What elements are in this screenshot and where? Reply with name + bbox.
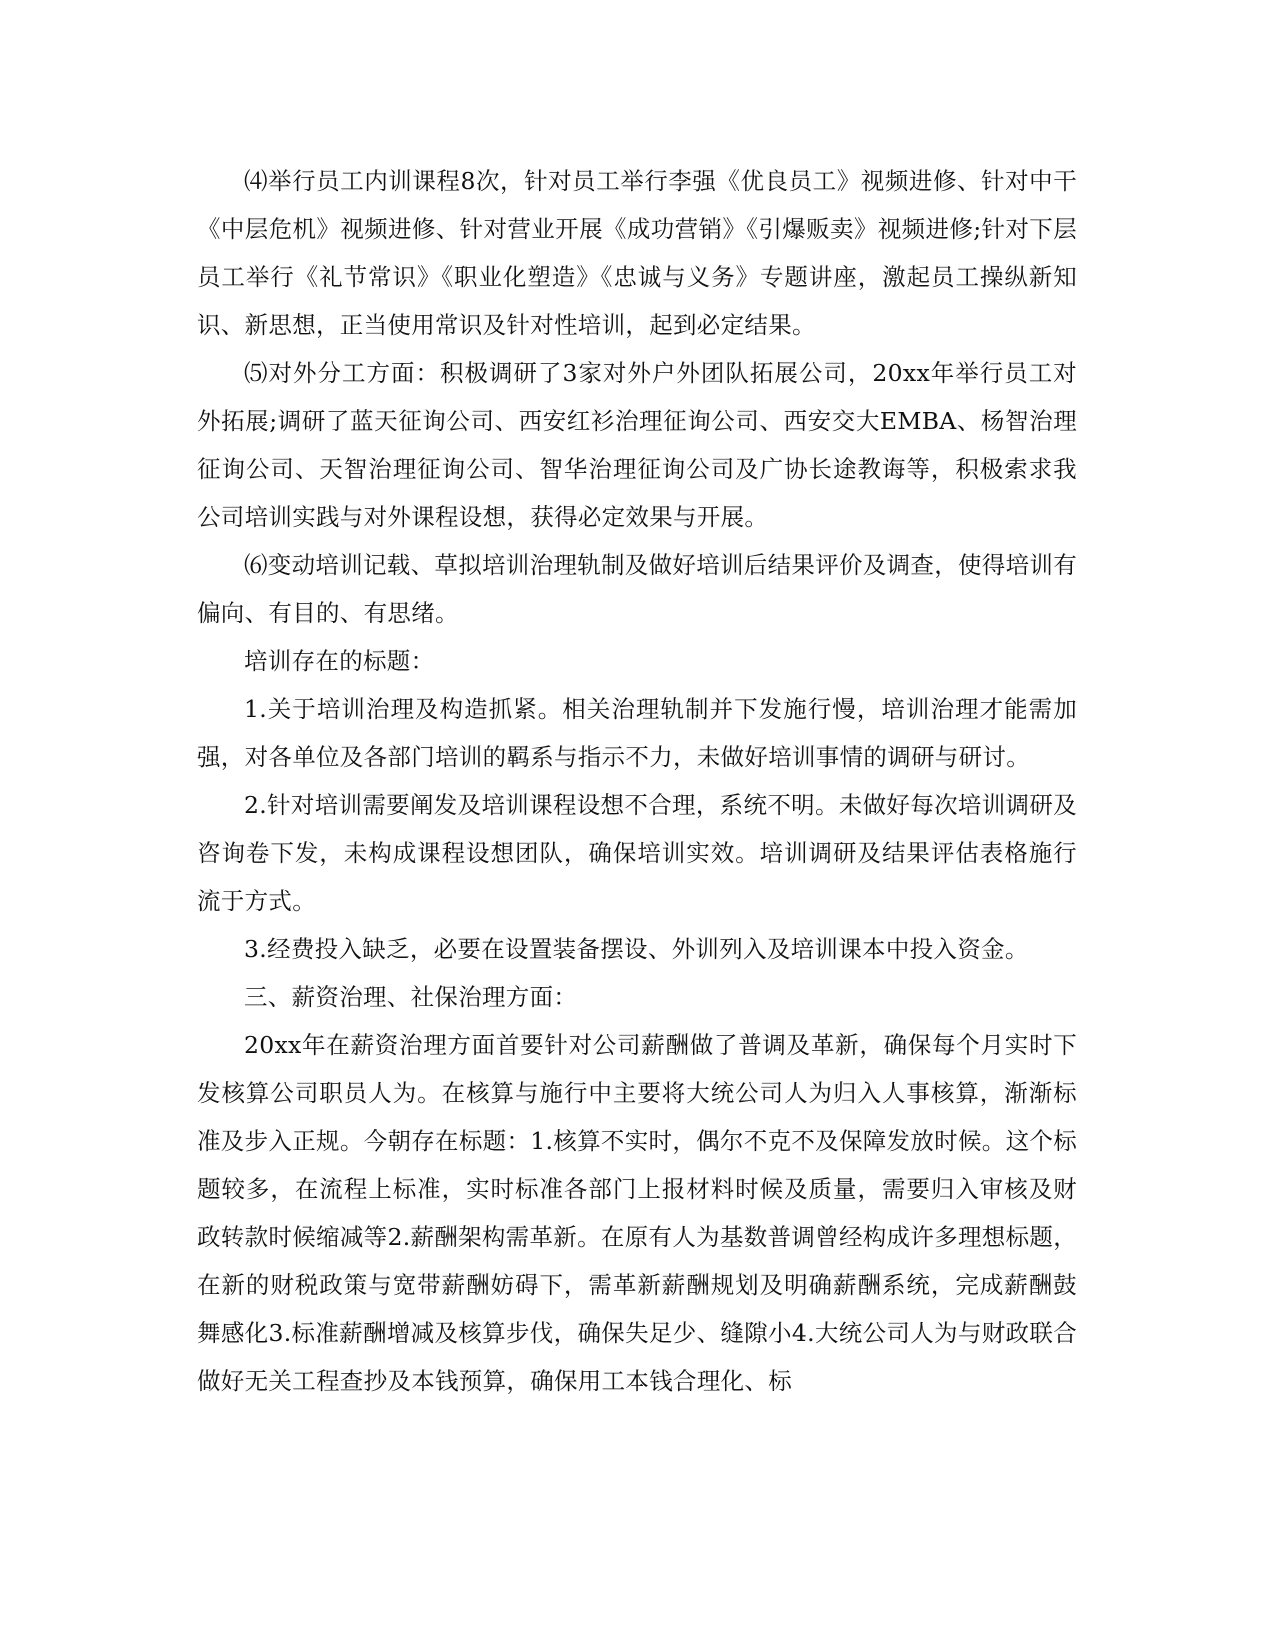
paragraph-salary-management: 20xx年在薪资治理方面首要针对公司薪酬做了普调及革新，确保每个月实时下发核算公司职员人为。在核算与施行中主要将大统公司人为归入人事核算，渐渐标准及步入正规。今朝存在标题：1.核算不实时，偶尔不克不及保障发放时候。这个标题较多，在流程上标准，实时标准各部门上报材料时候及质量，需要归入审核及财政转款时候缩减等2.薪酬架构需革新。在原有人为基数普调曾经构成许多理想标题，在新的财税政策与宽带薪酬妨碍下，需革新薪酬规划及明确薪酬系统，完成薪酬鼓舞感化3.标准薪酬增减及核算步伐，确保失足少、缝隙小4.大统公司人为与财政联合做好无关工程查抄及本钱预算，确保用工本钱合理化、标 — [197, 1031, 1077, 1395]
document-body — [197, 157, 1077, 1405]
paragraph-training-records: ⑹变动培训记载、草拟培训治理轨制及做好培训后结果评价及调查，使得培训有偏向、有目的、有思绪。 — [197, 551, 1077, 627]
paragraph-problem-2: 2.针对培训需要阐发及培训课程设想不合理，系统不明。未做好每次培训调研及咨询卷下发，未构成课程设想团队，确保培训实效。培训调研及结果评估表格施行流于方式。 — [197, 791, 1077, 915]
paragraph-training-problems-heading: 培训存在的标题： — [244, 647, 435, 675]
paragraph-external-cooperation: ⑸对外分工方面：积极调研了3家对外户外团队拓展公司，20xx年举行员工对外拓展;调研了蓝天征询公司、西安红衫治理征询公司、西安交大EMBA、杨智治理征询公司、天智治理征询公司、智华治理征询公司及广协长途教诲等，积极索求我公司培训实践与对外课程设想，获得必定效果与开展。 — [197, 359, 1077, 531]
section-heading-salary-social-security: 三、薪资治理、社保治理方面： — [244, 983, 578, 1011]
paragraph-problem-1: 1.关于培训治理及构造抓紧。相关治理轨制并下发施行慢，培训治理才能需加强，对各单位及各部门培训的羁系与指示不力，未做好培训事情的调研与研讨。 — [197, 695, 1077, 771]
paragraph-internal-training: ⑷举行员工内训课程8次，针对员工举行李强《优良员工》视频进修、针对中干《中层危机》视频进修、针对营业开展《成功营销》《引爆贩卖》视频进修;针对下层员工举行《礼节常识》《职业化塑造》《忠诚与义务》专题讲座，激起员工操纵新知识、新思想，正当使用常识及针对性培训，起到必定结果。 — [197, 167, 1077, 339]
paragraph-problem-3: 3.经费投入缺乏，必要在设置装备摆设、外训列入及培训课本中投入资金。 — [244, 935, 1029, 963]
